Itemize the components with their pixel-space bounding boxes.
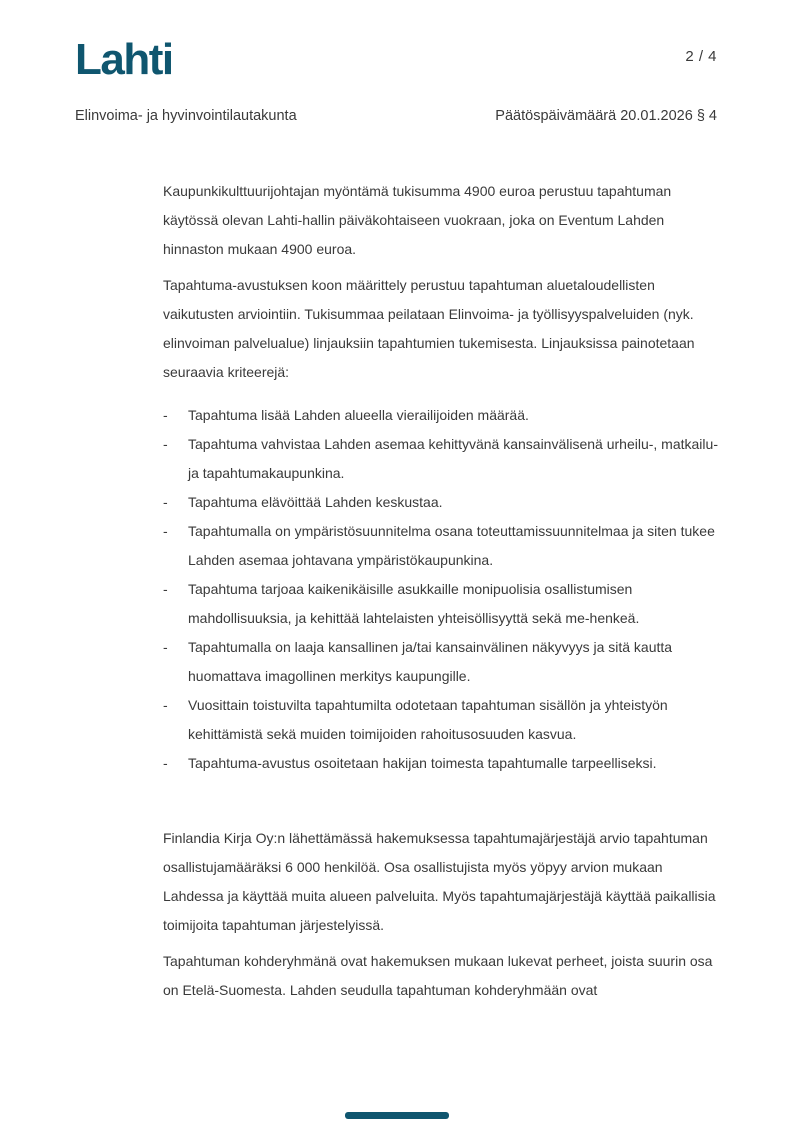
page-number: 2 / 4 — [685, 48, 717, 65]
criteria-list — [163, 401, 719, 778]
list-item-text: Tapahtuma vahvistaa Lahden asemaa kehittyvänä kansainvälisenä urheilu-, matkailu- ja tapahtumakaupunkina. — [188, 436, 718, 481]
list-item-text: Tapahtuma tarjoaa kaikenikäisille asukkaille monipuolisia osallistumisen mahdollisuuksia, ja kehittää lahtelaisten yhteisöllisyyttä sekä me-henkeä. — [188, 581, 640, 626]
list-item-text: Vuosittain toistuvilta tapahtumilta odotetaan tapahtuman sisällön ja yhteistyön kehittämistä sekä muiden toimijoiden rahoitusosuuden kasvua. — [188, 697, 668, 742]
document-header — [75, 108, 717, 124]
list-item — [163, 401, 719, 430]
paragraph-target-group: Tapahtuman kohderyhmänä ovat hakemuksen mukaan lukevat perheet, joista suurin osa on Etelä-Suomesta. Lahden seudulla tapahtuman kohderyhmään ovat — [163, 953, 713, 998]
paragraph-application-estimate: Finlandia Kirja Oy:n lähettämässä hakemuksessa tapahtumajärjestäjä arvio tapahtuman osallistujamääräksi 6 000 henkilöä. Osa osallistujista myös yöpyy arvion mukaan Lahdessa ja käyttää muita alueen palveluita. Myös tapahtumajärjestäjä käyttää paikallisia toimijoita tapahtuman järjestelyissä. — [163, 830, 716, 933]
document-body — [163, 177, 719, 1005]
bullet-dash: - — [163, 436, 168, 452]
footer-brand-bar — [345, 1112, 449, 1119]
bullet-dash: - — [163, 639, 168, 655]
bullet-dash: - — [163, 581, 168, 597]
list-item — [163, 430, 719, 488]
list-item-text: Tapahtuma-avustus osoitetaan hakijan toimesta tapahtumalle tarpeelliseksi. — [188, 755, 657, 771]
list-item — [163, 517, 719, 575]
list-item — [163, 749, 719, 778]
list-item — [163, 691, 719, 749]
list-item-text: Tapahtuma lisää Lahden alueella vierailijoiden määrää. — [188, 407, 529, 423]
document-top-row — [75, 35, 717, 108]
decision-date: Päätöspäivämäärä 20.01.2026 § 4 — [495, 108, 717, 124]
list-item-text: Tapahtuma elävöittää Lahden keskustaa. — [188, 494, 443, 510]
list-item — [163, 575, 719, 633]
list-item — [163, 633, 719, 691]
paragraph-criteria-intro: Tapahtuma-avustuksen koon määrittely perustuu tapahtuman aluetaloudellisten vaikutusten arviointiin. Tukisummaa peilataan Elinvoima- ja työllisyyspalveluiden (nyk. elinvoiman palvelualue) linjauksiin tapahtumien tukemisesta. Linjauksissa painotetaan seuraavia kriteerejä: — [163, 277, 695, 380]
paragraph-grant-basis: Kaupunkikulttuurijohtajan myöntämä tukisumma 4900 euroa perustuu tapahtuman käytössä olevan Lahti-hallin päiväkohtaiseen vuokraan, joka on Eventum Lahden hinnaston mukaan 4900 euroa. — [163, 183, 672, 257]
bullet-dash: - — [163, 697, 168, 713]
list-item-text: Tapahtumalla on laaja kansallinen ja/tai kansainvälinen näkyvyys ja sitä kautta huomattava imagollinen merkitys kaupungille. — [188, 639, 673, 684]
bullet-dash: - — [163, 494, 168, 510]
bullet-dash: - — [163, 523, 168, 539]
list-item — [163, 488, 719, 517]
lahti-logo: Lahti — [75, 35, 173, 84]
list-item-text: Tapahtumalla on ympäristösuunnitelma osana toteuttamissuunnitelmaa ja siten tukee Lahden asemaa johtavana ympäristökaupunkina. — [188, 523, 715, 568]
bullet-dash: - — [163, 755, 168, 771]
committee-name: Elinvoima- ja hyvinvointilautakunta — [75, 108, 297, 124]
bullet-dash: - — [163, 407, 168, 423]
